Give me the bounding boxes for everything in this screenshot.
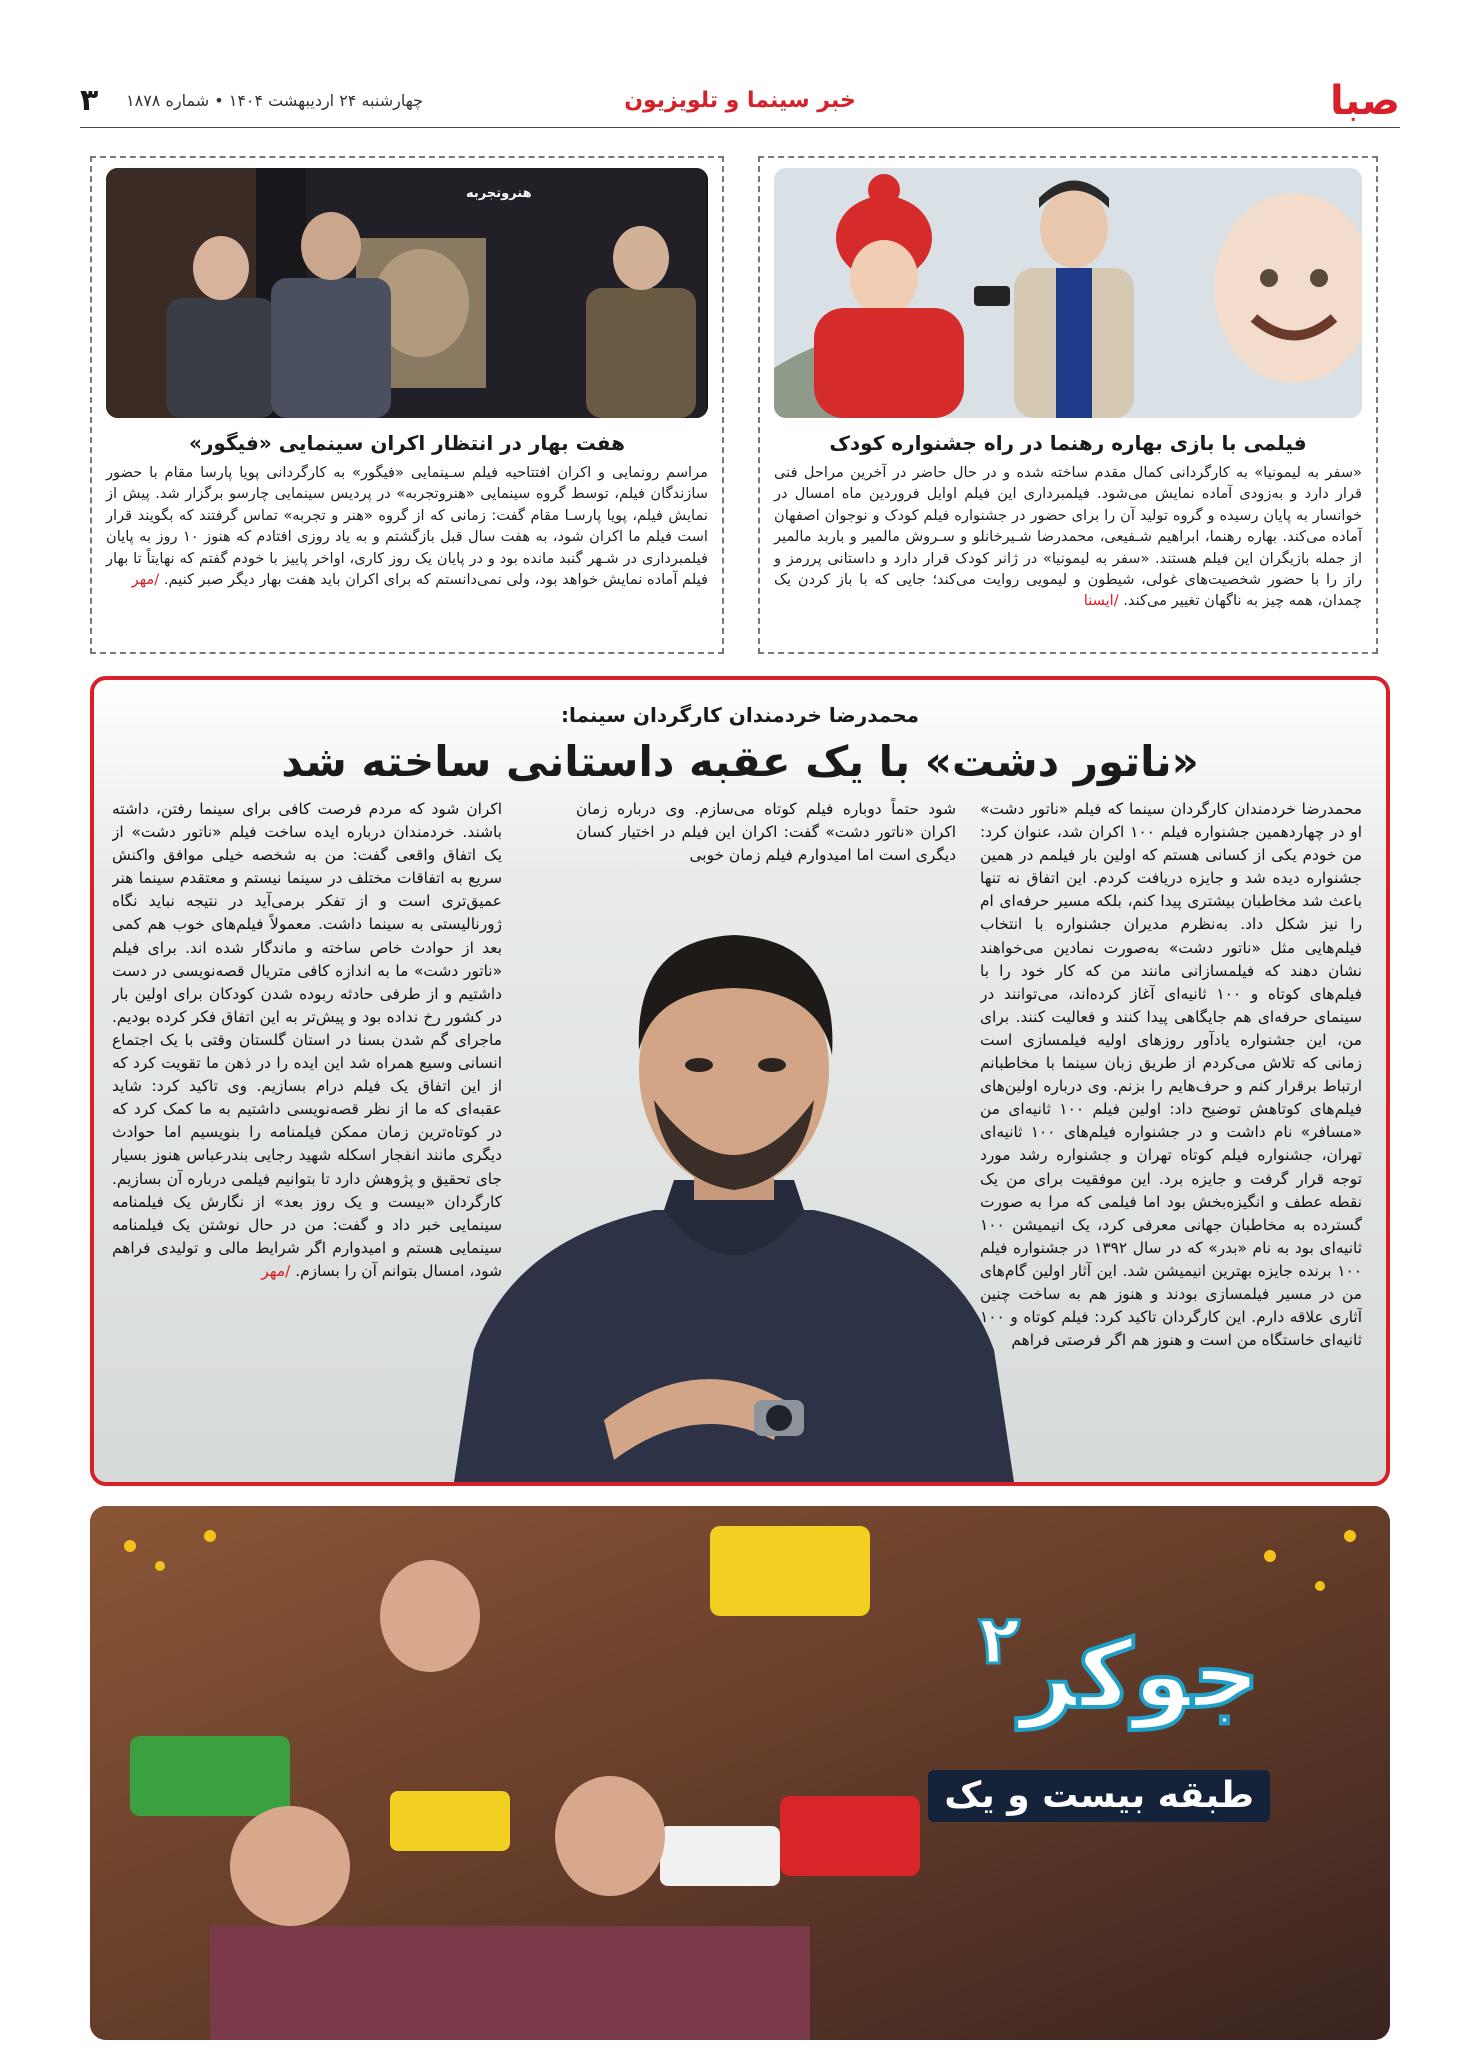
story-left-photo [106,168,708,418]
feature-title: «ناتور دشت» با یک عقبه داستانی ساخته شد [281,737,1199,786]
feature-column-left-text: اکران شود که مردم فرصت کافی برای سینما رفتن، داشته باشند. خردمندان درباره ایده ساخت فیلم «ناتور دشت» از یک اتفاق واقعی گفت: من به شخصه خیلی موافق واکنش سریع به اتفاقات مختلف در سینما نیستم و معتقدم سینما هنر عمیق‌تری است و از تفکر برمی‌آید در نتیجه نباید نگاه ژورنالیستی به سینما داشت. معمولاً فیلم‌های خوب هم کمی بعد از حوادث خاص ساخته و ماندگار شده اند. برای فیلم «ناتور دشت» ما به اندازه کافی متریال قصه‌نویسی در دست داشتیم و از طرفی حادثه ربوده شدن کودکان برای اولین بار در کشور رخ نداده بود و پیش‌تر به این اتفاق فکر کرده بودیم. ماجرای گم شدن بسنا در استان گلستان وقتی با یک اجتماع انسانی وسیع همراه شد این ایده را در ذهن ما تقویت کرد که از این اتفاق یک فیلم درام بسازیم. وی تاکید کرد: شاید عقبه‌ای که ما از نظر قصه‌نویسی داشتیم به ما کمک کرد که در کوتاه‌ترین زمان ممکن فیلمنامه را بنویسیم اما حوادث دیگری مانند انفجار اسکله شهید رجایی بندرعباس هنوز بسیار جای تحقیق و پژوهش دارد تا بتوانیم فیلمی درباره آن بسازیم. کارگردان «بیست و یک روز بعد» از نگارش یک فیلمنامه سینمایی خبر داد و گفت: من در حال نوشتن یک فیلمنامه سینمایی هستم و امیدوارم اگر شرایط مالی و تولیدی فراهم شود، امسال بتوانم آن را بسازم. [112,800,502,1280]
dateline: چهارشنبه ۲۴ اردیبهشت ۱۴۰۴ • شماره ۱۸۷۸ [126,91,423,110]
story-right-headline: فیلمی با بازی بهاره رهنما در راه جشنواره کودک [829,431,1307,455]
page-header [80,78,1400,128]
feature-column-middle: شود حتماً دوباره فیلم کوتاه می‌سازم. وی درباره زمان اکران «ناتور دشت» گفت: اکران این فیلم در اختیار کسان دیگری است اما امیدوارم فیلم زمان خوبی [576,800,956,865]
director-portrait [454,880,1014,1482]
story-left-headline: هفت بهار در انتظار اکران سینمایی «فیگور» [188,431,626,455]
feature-interview [90,676,1390,1486]
story-left-body [106,462,708,590]
feature-kicker: محمدرضا خردمندان کارگردان سینما: [561,703,919,727]
feature-source: /مهر [261,1261,291,1280]
story-left-source: /مهر [131,571,160,589]
page-number: ۳ [80,83,99,118]
premiere-photo [106,168,708,418]
banner-title: جوکر [1020,1621,1260,1730]
story-left-box [90,156,724,654]
backdrop-banner-text: هنروتجربه [466,186,532,201]
section-title: خبر سینما و تلویزیون [624,88,856,113]
feature-column-right: محمدرضا خردمندان کارگردان سینما که فیلم «ناتور دشت» او در چهاردهمین جشنواره فیلم ۱۰۰ اکران شد، عنوان کرد: من خودم یکی از کسانی هستم که اولین بار فیلمم در همین جشنواره دیده شد و جایزه دریافت کردم. این اتفاق نه تنها باعث شد مخاطبان بیشتری پیدا کنم، بلکه مسیر حرفه‌ای ام را نیز شکل داد. به‌نظرم مدیران جشنواره با انتخاب فیلم‌هایی مثل «ناتور دشت» به‌صورت نمادین می‌خواهند نشان دهند که فیلمسازانی مانند من که کار خود را با فیلم‌های کوتاه و ۱۰۰ ثانیه‌ای آغاز کرده‌اند، می‌توانند در سینمای حرفه‌ای هم جایگاهی پیدا کنند و فعالیت کنند. برای من، این جشنواره یادآور روزهای اولیه فیلمسازی است زمانی که تلاش می‌کردم از طریق زبان سینما با مخاطبانم ارتباط برقرار کنم و حرف‌هایم را بزنم. وی درباره اولین‌های فیلم‌های کوتاهش توضیح داد: اولین فیلم ۱۰۰ ثانیه‌ای من «مسافر» نام داشت و در جشنواره فیلم‌های ۱۰۰ ثانیه‌ای تهران، جشنواره فیلم کوتاه تهران و جشنواره رشد مورد توجه قرار گرفت و جایزه برد. این موفقیت برای من یک نقطه عطف و انگیزه‌بخش بود اما فیلمی که مرا به صورت گسترده به مخاطبان جهانی معرفی کرد، یک انیمیشن ۱۰۰ ثانیه‌ای بود به نام «بدر» که در سال ۱۳۹۲ در جشنواره فیلم ۱۰۰ برنده جایزه بهترین انیمیشن شد. این آثار اولین گام‌های من در مسیر فیلمسازی بودند و هنوز هم به ساخت چنین آثاری علاقه دارم. این کارگردان تاکید کرد: فیلم کوتاه و ۱۰۰ ثانیه‌ای خاستگاه من است و هنوز هم اگر فرصتی فراهم [980,800,1362,1350]
story-right-source: /ایسنا [1083,592,1119,610]
story-right-box [758,156,1378,654]
story-right-photo [774,168,1362,418]
story-right-body [774,462,1362,612]
joker-banner [90,1506,1390,2040]
kids-film-still [774,168,1362,418]
story-left-text: مراسم رونمایی و اکران افتتاحیه فیلم سـینمایی «فیگور» به کارگردانی پویا پارسا مقام با حضور سازندگان فیلم، توسط گروه سینمایی «هنروتجربه» در پردیس سینمایی چارسو برگزار شد. پیش از نمایش فیلم، پویا پارسـا مقام گفت: زمانی که از گروه «هنر و تجربه» تماس گرفتند که بگویند قرار است فیلم ما اکران شود، به هفت سال قبل بازگشتم و به یاد روزی افتادم که هنوز ۱۰ روز به پایان فیلمبرداری در شـهر گنبد مانده بود و در پایان یک روز کاری، اواخر پاییز با خودم گفتم که نهایتاً تا بهار فیلم آماده نمایش خواهد بود، ولی نمی‌دانستم که برای اکران باید هفت بهار دیگر صبر کنیم. [106,464,708,589]
feature-column-left [112,798,502,1478]
newspaper-logo: صبا [1330,78,1400,124]
story-right-text: «سفر به لیمونیا» به کارگردانی کمال مقدم ساخته شده و در حال حاضر در آخرین مراحل فنی قرار دارد و به‌زودی آماده نمایش می‌شود. فیلمبرداری این فیلم اوایل فروردین ماه امسال در خوانسار به پایان رسیده و گروه تولید آن را برای حضور در جشنواره فیلم کودک و نوجوان اصفهان آماده می‌کند. بهاره رهنما، ابراهیم شـفیعی، محمدرضا شـیرخانلو و سـروش مالمیر و باربد مالمیر از جمله بازیگران این فیلم هستند. «سفر به لیمونیا» در ژانر کودک قرار دارد و داستانی پررمز و راز را با حضور شخصیت‌های غولی، شیطون و لیمویی روایت می‌کند؛ جایی که با باز کردن یک چمدان، همه چیز به ناگهان تغییر می‌کند. [774,464,1362,610]
banner-subtitle: طبقه بیست و یک [928,1770,1270,1822]
banner-number: ۲ [978,1601,1020,1680]
